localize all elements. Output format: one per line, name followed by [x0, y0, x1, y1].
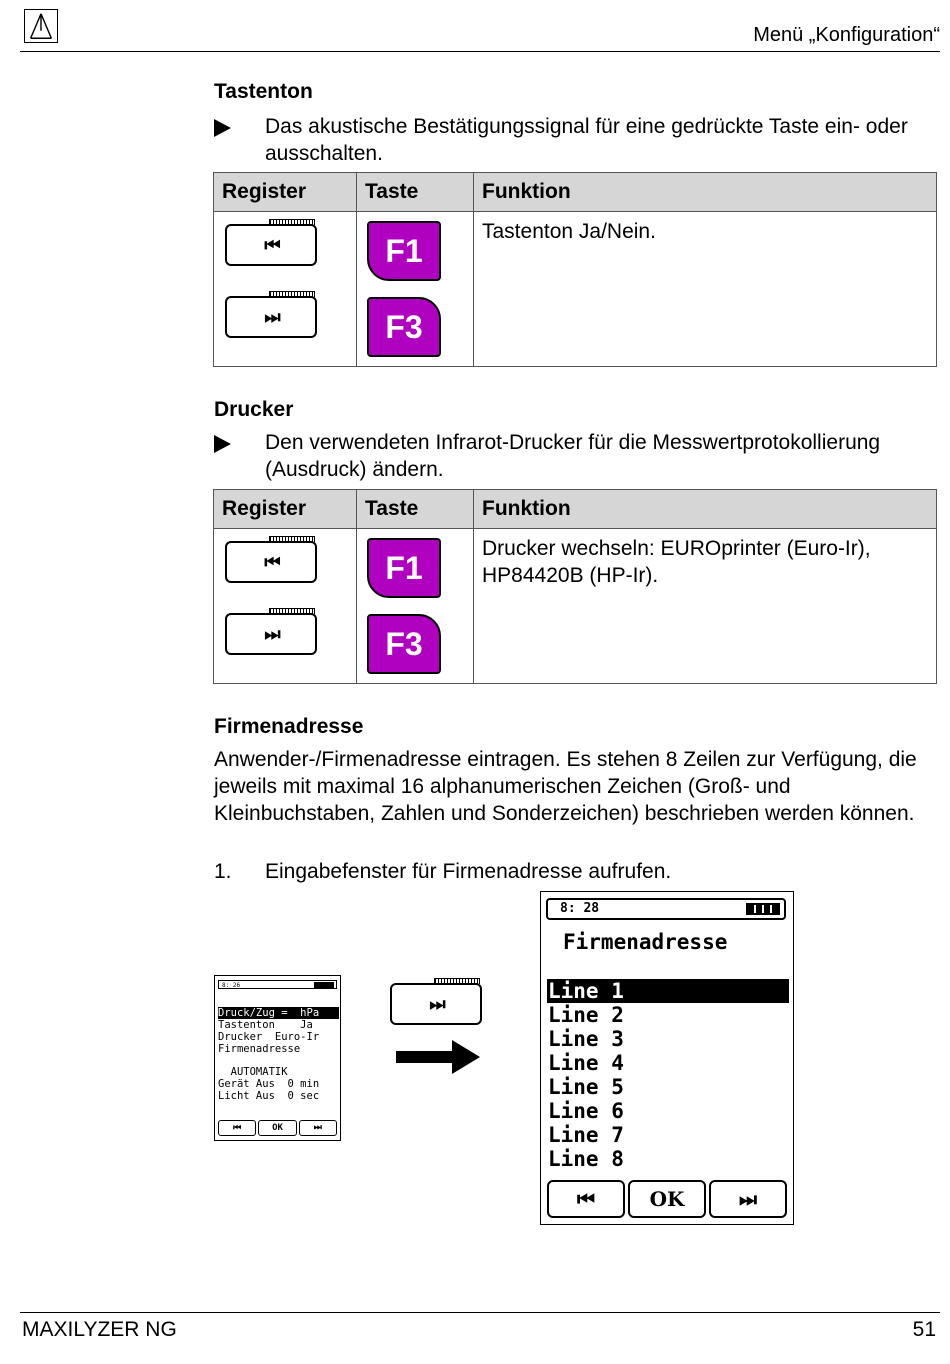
- col-header-taste: Taste: [357, 173, 474, 212]
- battery-icon: [746, 903, 780, 915]
- f1-key: F1: [367, 538, 441, 598]
- softkey-bar: [547, 1180, 787, 1218]
- footer-rule: [20, 1312, 940, 1313]
- function-text: Tastenton Ja/Nein.: [474, 212, 937, 367]
- address-line: Line 2: [548, 1003, 624, 1027]
- skip-back-icon: ⏮: [225, 224, 317, 266]
- ok-softkey: OK: [258, 1120, 296, 1136]
- skip-forward-icon: ⏭: [225, 613, 317, 655]
- skip-back-icon: ⏮: [218, 1120, 256, 1136]
- heading-firmenadresse: Firmenadresse: [214, 715, 364, 738]
- bullet-drucker: [214, 429, 936, 483]
- clock-time: 8: 26: [222, 982, 241, 989]
- menu-line: Tastenton Ja: [218, 1019, 313, 1031]
- bullet-arrow-icon: [214, 119, 231, 137]
- address-line: Line 7: [548, 1123, 624, 1147]
- page-number: 51: [912, 1318, 936, 1341]
- address-line: Line 4: [548, 1051, 624, 1075]
- address-line: Line 3: [548, 1027, 624, 1051]
- clock-time: 8: 28: [560, 901, 600, 916]
- step-1: [214, 860, 671, 884]
- register-next-key: [225, 608, 317, 654]
- footer-product-name: MAXILYZER NG: [22, 1318, 177, 1341]
- col-header-register: Register: [214, 490, 357, 529]
- step-number: 1.: [214, 860, 232, 883]
- menu-line: AUTOMATIK: [218, 1066, 288, 1078]
- menu-line: Druck/Zug = hPa: [218, 1007, 339, 1019]
- col-header-funktion: Funktion: [474, 173, 937, 212]
- device-screen-firmenadresse: [540, 891, 794, 1225]
- col-header-funktion: Funktion: [474, 490, 937, 529]
- skip-forward-icon: ⏭: [225, 296, 317, 338]
- function-table-tastenton: [213, 172, 937, 367]
- step-text: Eingabefenster für Firmenadresse aufrufen.: [265, 860, 672, 883]
- address-line: Line 6: [548, 1099, 624, 1123]
- page-header-title: Menü „Konfiguration“: [753, 24, 940, 46]
- f1-key: F1: [367, 221, 441, 281]
- bullet-arrow-icon: [214, 435, 231, 453]
- register-next-key: [390, 978, 482, 1024]
- col-header-register: Register: [214, 173, 357, 212]
- header-rule: [20, 51, 940, 52]
- skip-forward-icon: ⏭: [709, 1180, 787, 1218]
- skip-forward-icon: ⏭: [299, 1120, 337, 1136]
- softkey-bar: [218, 1120, 337, 1136]
- function-text: Drucker wechseln: EUROprinter (Euro-Ir), HP84420B (HP-Ir).: [474, 529, 937, 684]
- bullet-text: Den verwendeten Infrarot-Drucker für die Messwertprotokollierung (Ausdruck) ändern.: [265, 431, 881, 481]
- col-header-taste: Taste: [357, 490, 474, 529]
- f3-key: F3: [367, 614, 441, 674]
- address-line: Line 1: [547, 979, 789, 1003]
- register-prev-key: [225, 536, 317, 582]
- battery-icon: [314, 982, 334, 989]
- status-bar: [546, 898, 786, 920]
- f3-key: F3: [367, 297, 441, 357]
- arrow-right-icon: [396, 1040, 480, 1074]
- device-screen-config-menu: [214, 975, 341, 1141]
- register-next-key: [225, 291, 317, 337]
- skip-back-icon: ⏮: [225, 541, 317, 583]
- function-table-drucker: [213, 489, 937, 684]
- status-bar: [218, 980, 337, 989]
- address-line: Line 8: [548, 1147, 624, 1171]
- menu-line: Drucker Euro-Ir: [218, 1031, 320, 1043]
- bullet-tastenton: [214, 113, 936, 167]
- menu-line: Firmenadresse: [218, 1043, 301, 1055]
- skip-forward-icon: ⏭: [390, 983, 482, 1025]
- address-line: Line 5: [548, 1075, 624, 1099]
- menu-line: Gerät Aus 0 min: [218, 1078, 320, 1090]
- heading-drucker: Drucker: [214, 398, 294, 421]
- logo: [24, 9, 58, 43]
- bullet-text: Das akustische Bestätigungssignal für eine gedrückte Taste ein- oder ausschalten.: [265, 115, 908, 165]
- skip-back-icon: ⏮: [547, 1180, 625, 1218]
- menu-line: Licht Aus 0 sec: [218, 1090, 320, 1102]
- ok-softkey: OK: [628, 1180, 706, 1218]
- register-prev-key: [225, 219, 317, 265]
- heading-tastenton: Tastenton: [214, 80, 313, 103]
- firmenadresse-paragraph: Anwender-/Firmenadresse eintragen. Es stehen 8 Zeilen zur Verfügung, die jeweils mit maximal 16 alphanumerischen Zeichen (Groß- und Kleinbuchstaben, Zahlen und Sonderzeichen) beschrieben werden können.: [214, 748, 917, 825]
- screen-title: Firmenadresse: [563, 930, 728, 954]
